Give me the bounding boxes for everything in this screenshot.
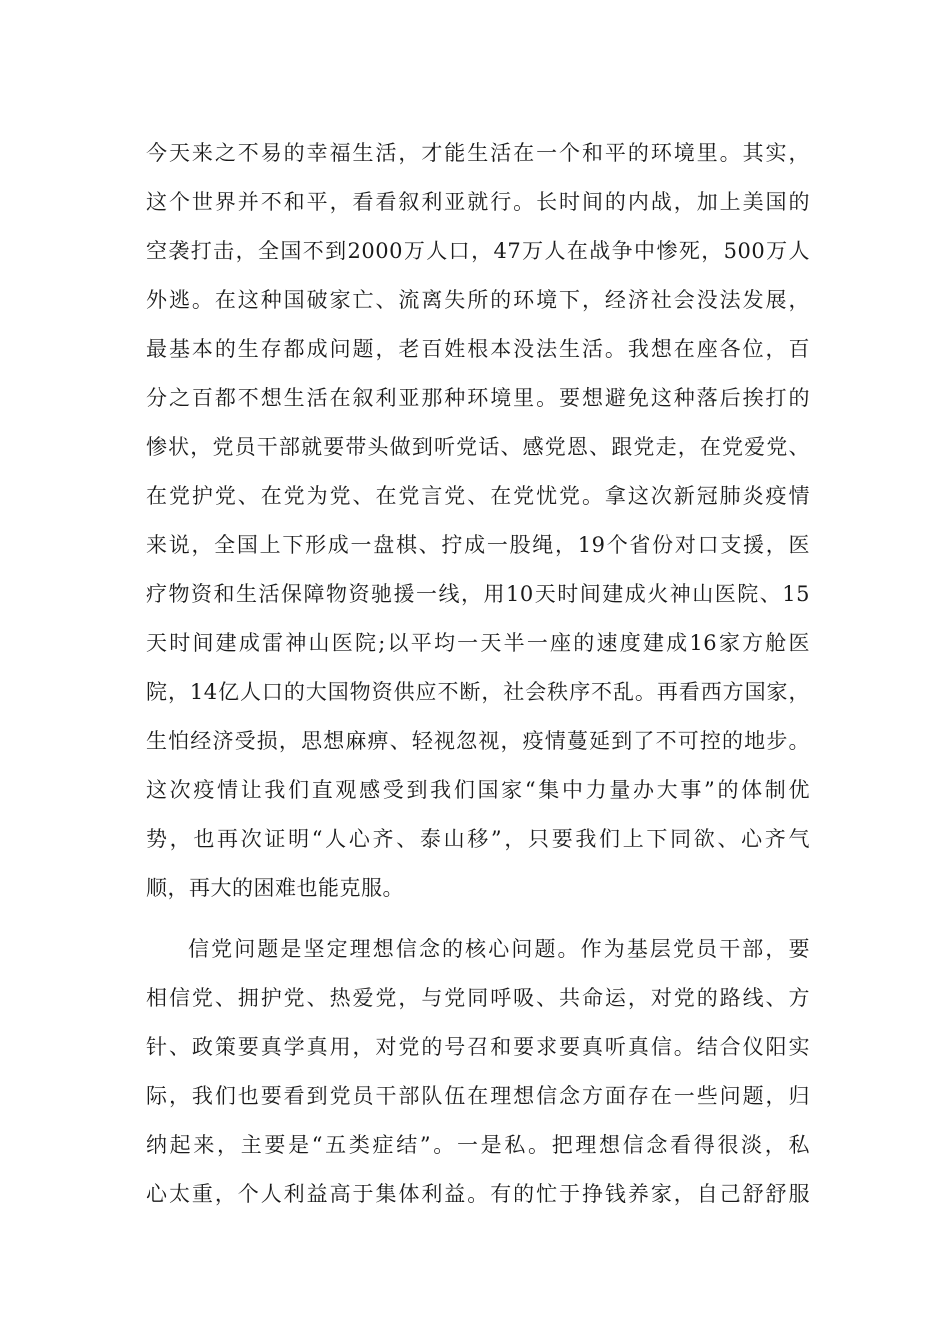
text-line: 针、政策要真学真用，对党的号召和要求要真听真信。结合仪阳实: [146, 1035, 810, 1059]
text-line: 惨状，党员干部就要带头做到听党话、感党恩、跟党走，在党爱党、: [146, 435, 810, 459]
text-line: 信党问题是坚定理想信念的核心问题。作为基层党员干部，要: [188, 937, 810, 961]
text-line: 际，我们也要看到党员干部队伍在理想信念方面存在一些问题，归: [146, 1084, 810, 1108]
text-line: 这次疫情让我们直观感受到我们国家“集中力量办大事”的体制优: [146, 778, 810, 802]
text-line: 在党护党、在党为党、在党言党、在党忧党。拿这次新冠肺炎疫情: [146, 484, 810, 508]
text-line: 院，14亿人口的大国物资供应不断，社会秩序不乱。再看西方国家，: [146, 680, 810, 704]
text-line: 生怕经济受损，思想麻痹、轻视忽视，疫情蔓延到了不可控的地步。: [146, 729, 810, 753]
text-line: 最基本的生存都成问题，老百姓根本没法生活。我想在座各位，百: [146, 337, 810, 361]
text-line: 纳起来，主要是“五类症结”。一是私。把理想信念看得很淡，私: [146, 1133, 810, 1157]
text-line: 分之百都不想生活在叙利亚那种环境里。要想避免这种落后挨打的: [146, 386, 810, 410]
text-line: 天时间建成雷神山医院;以平均一天半一座的速度建成16家方舱医: [146, 631, 810, 655]
text-line: 来说，全国上下形成一盘棋、拧成一股绳，19个省份对口支援，医: [146, 533, 810, 557]
text-line: 疗物资和生活保障物资驰援一线，用10天时间建成火神山医院、15: [146, 582, 810, 606]
text-line: 势，也再次证明“人心齐、泰山移”，只要我们上下同欲、心齐气: [146, 827, 810, 851]
text-line: 顺，再大的困难也能克服。: [146, 876, 404, 900]
text-line: 心太重，个人利益高于集体利益。有的忙于挣钱养家，自己舒舒服: [146, 1182, 810, 1206]
text-line: 外逃。在这种国破家亡、流离失所的环境下，经济社会没法发展，: [146, 288, 810, 312]
text-line: 这个世界并不和平，看看叙利亚就行。长时间的内战，加上美国的: [146, 190, 810, 214]
text-line: 今天来之不易的幸福生活，才能生活在一个和平的环境里。其实，: [146, 141, 810, 165]
text-line: 空袭打击，全国不到2000万人口，47万人在战争中惨死，500万人: [146, 239, 810, 263]
text-line: 相信党、拥护党、热爱党，与党同呼吸、共命运，对党的路线、方: [146, 986, 810, 1010]
